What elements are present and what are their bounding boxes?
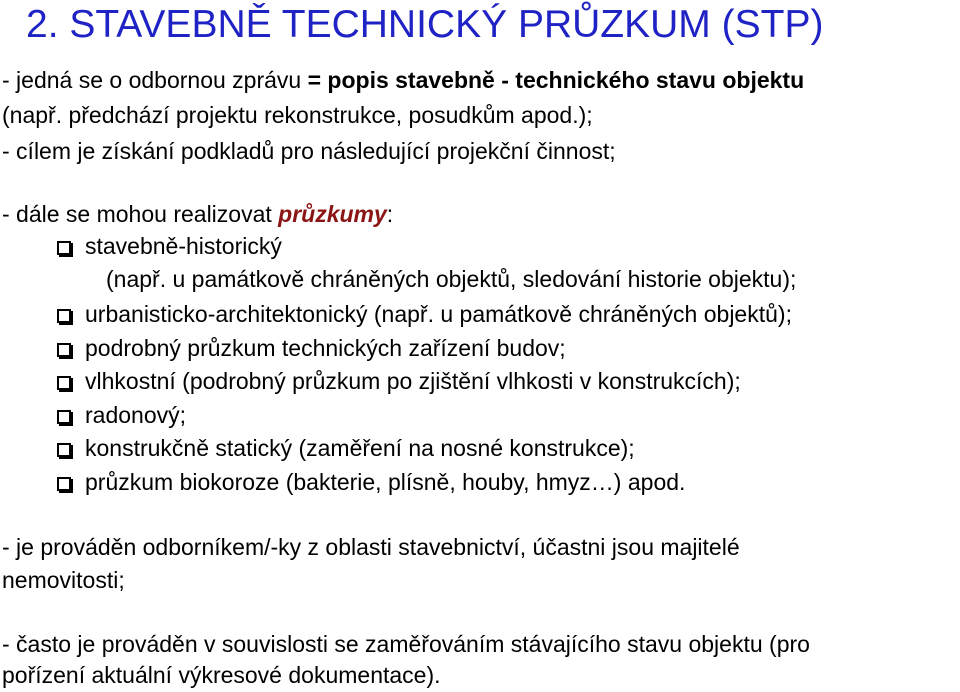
paragraph-4-line-1: - je prováděn odborníkem/-ky z oblasti stavebnictví, účastni jsou majitelé: [2, 534, 740, 560]
list-item: radonový;: [57, 401, 186, 429]
paragraph-1-bold: = popis stavebně - technického stavu objektu: [307, 67, 805, 93]
list-item: vlhkostní (podrobný průzkum po zjištění vlhkosti v konstrukcích);: [57, 367, 741, 395]
checkbox-icon: [57, 376, 71, 390]
list-item: urbanisticko-architektonický (např. u památkově chráněných objektů);: [57, 300, 792, 328]
paragraph-5-line-1: - často je prováděn v souvislosti se zaměřováním stávajícího stavu objektu (pro: [2, 631, 810, 657]
paragraph-3-colon: :: [386, 201, 394, 227]
paragraph-3: [2, 200, 393, 228]
paragraph-4-line-2: nemovitosti;: [2, 567, 125, 593]
checkbox-icon: [57, 309, 71, 323]
paragraph-2: - cílem je získání podkladů pro následující projekční činnost;: [2, 138, 616, 164]
list-item-continuation: (např. u památkově chráněných objektů, sledování historie objektu);: [106, 266, 797, 292]
paragraph-5-line-2: pořízení aktuální výkresové dokumentace).: [2, 662, 441, 688]
paragraph-1-line-1: [2, 66, 804, 94]
checkbox-icon: [57, 410, 71, 424]
paragraph-3-text: - dále se mohou realizovat: [2, 201, 279, 227]
checkbox-icon: [57, 241, 71, 255]
highlight-pruzkumy: průzkumy: [278, 201, 387, 227]
list-item: konstrukčně statický (zaměření na nosné konstrukce);: [57, 434, 635, 462]
paragraph-1-text: - jedná se o odbornou zprávu: [2, 67, 308, 93]
paragraph-1-line-2: (např. předchází projektu rekonstrukce, posudkům apod.);: [2, 102, 593, 128]
checkbox-icon: [57, 477, 71, 491]
checkbox-icon: [57, 343, 71, 357]
page-title: 2. STAVEBNĚ TECHNICKÝ PRŮZKUM (STP): [26, 3, 824, 46]
list-item: podrobný průzkum technických zařízení budov;: [57, 334, 566, 362]
list-item: stavebně-historický: [57, 232, 282, 260]
checkbox-icon: [57, 443, 71, 457]
list-item: průzkum biokoroze (bakterie, plísně, houby, hmyz…) apod.: [57, 468, 685, 496]
